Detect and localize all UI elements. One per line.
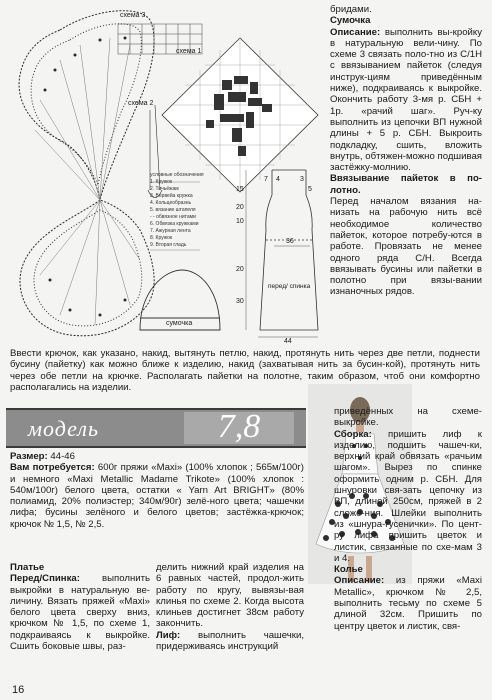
diagram-legend <box>150 172 250 249</box>
model-banner <box>6 408 306 448</box>
wide-paragraph: Ввести крючок, как указано, накид, вытянуть петлю, накид, протянуть нить через две петли, поднести бусину (пайетку) как можно ближе к изделию, накид (захватывая нить за бусин-кой), протянуть нить через обе петли на крючке. Располагать пайетки на полотне, таким образом, чтоб они комфортно располагались на изделии. <box>10 348 480 393</box>
height-30-label: 30 <box>236 298 244 305</box>
necklace-text: из пряжи «Maxi Metallic», крючком № 2,5, выполнить тесьму по схеме 5 длиной 32см. Пришить по центру цветок и листик, свя- <box>334 575 482 632</box>
bag-description-text: выполнить вы-кройку в натуральную вели-чину. По схеме 3 связать поло-тно из С/1Н с ввязыванием пайеток (следуя инструк-циям приведённым ниже), подкраиваясь к выкройке. Окончить работу 3-мя р. СБН + 1р. «рачий шаг». Руч-ку выполнить из цепочки ВП нужной длины + 5 р. СБН. Выкроить подкладку, сшить, вложить внутрь, обтяжен-можно подшивая застёжку-молнию. <box>330 26 482 174</box>
width-44-label: 44 <box>284 338 292 345</box>
assembly-paragraph <box>334 429 482 565</box>
legend-item: 8. Кружок <box>150 235 173 241</box>
schema-3-label: схема 3 <box>120 12 146 19</box>
assembly-label: Сборка: <box>334 428 372 440</box>
schema-2-label: схема 2 <box>128 100 154 107</box>
legend-item: 7. Ажурная лента <box>150 228 191 234</box>
model-word: модель <box>28 416 99 441</box>
height-3-label: 3 <box>300 176 304 183</box>
bag-label: сумочка <box>166 320 193 327</box>
legend-item: 4. Кольцеобразнь <box>150 200 192 206</box>
legend-item: 6. Обвязка кружками <box>150 221 199 227</box>
page-number: 16 <box>12 684 25 696</box>
size-value: 44-46 <box>47 451 75 462</box>
height-4-label: 4 <box>276 176 280 183</box>
sequins-text: Перед началом вязания на-низать на рабочую нить всё необходимое количество пайеток, которое потребу-ются в работе. Провязать не менее одного ряда С/Н. Всегда ввязывать бусины или пайетки в полотно при вязы-вании изнаночных рядов. <box>330 196 482 298</box>
prev-paragraph-end: бридами. <box>330 4 372 15</box>
left-column-bottom <box>10 451 304 530</box>
front-back-text: выполнить выкройки в натуральную ве-личину. Вязать пряжей «Maxi» белого цвета сверху вниз, крючком № 1,5, по схеме 1, подкраиваясь к выкройке. Сшить боковые швы, раз- <box>10 573 150 653</box>
legend-item: 3. Вервейа кружка <box>150 193 193 199</box>
dress-heading: Платье <box>10 562 45 573</box>
front-back-label: перед/ спинка <box>268 283 311 290</box>
size-label: Размер: <box>10 451 48 462</box>
front-back-label-text: Перед/Спинка: <box>10 573 80 585</box>
bra-label: Лиф: <box>156 629 181 641</box>
bag-description <box>330 27 482 174</box>
necklace-label: Описание: <box>334 575 385 587</box>
bra-paragraph <box>156 630 304 653</box>
dress-section <box>10 562 150 652</box>
legend-item: 2. Тичьёжам <box>150 186 179 192</box>
model-number: 7,8 <box>217 408 261 445</box>
right-column-bottom <box>334 406 482 632</box>
bra-text: выполнить чашечки, придерживаясь инструкций <box>156 629 304 653</box>
height-7-label: 7 <box>264 176 268 183</box>
sequins-heading: Ввязывание пайеток в по-лотно. <box>330 173 482 196</box>
height-10-label: 10 <box>236 218 244 225</box>
front-back-paragraph <box>10 573 150 652</box>
height-15-label: 15 <box>236 186 244 193</box>
legend-item: 5. вязание штапеля <box>150 207 196 213</box>
height-5-label: 5 <box>308 186 312 193</box>
schema-1-label: схема 1 <box>176 48 202 55</box>
necklace-paragraph <box>334 575 482 631</box>
height-20-label: 20 <box>236 266 244 273</box>
middle-column <box>156 562 304 652</box>
size-line <box>10 451 304 462</box>
legend-item: 1. Кружок <box>150 179 173 185</box>
legend-item: условные обозначения <box>150 172 204 178</box>
materials <box>10 462 304 530</box>
model-number-box <box>184 408 294 445</box>
right-column-top <box>330 4 482 298</box>
height-20b-label: 20 <box>236 204 244 211</box>
legend-item: 9. Вторая гладь <box>150 242 187 248</box>
materials-text: 600г пряжи «Maxi» (100% хлопок ; 565м/100г) и немного «Maxi Metallic Madame Trikote» (100% хлопок : 540м/100г) белого цвета, остатки « Yarn Art BRIGHT» (80% полиамид, 20% полиэстер; 340м/90г) зелё-ного цвета; чашечки лифа; бусины зелёного и белого цветов; застёжка-крючок; крючок № 1,5, № 2,5. <box>10 462 304 530</box>
bag-description-label: Описание: <box>330 26 381 38</box>
legend-item: - - обвязное нитами <box>150 214 196 220</box>
bag-heading: Сумочка <box>330 15 371 27</box>
assembly-text: пришить лиф к изделию, подшить чашеч-ки, верхний край обвязать «рачьим шагом». Вырез по спинке оформить одним р. СБН. Для шнуровки свя-зать цепочку из ВП, длиной 250см, пряжей в 2 сложе-ния. Шлейки выполнить из «шнура-гусенички». По цент-ру лифа пришить цветок и листик, связанные по схе-мам 3 и 4. <box>334 428 482 564</box>
width-36-label: 36 <box>286 238 294 245</box>
instructions-end: приведённых на схеме-выкройке. <box>334 406 482 429</box>
necklace-heading: Колье <box>334 564 363 576</box>
materials-label: Вам потребуется: <box>10 462 95 474</box>
middle-text: делить нижний край изделия на 6 равных частей, продол-жить работу по кругу, вывязы-вая клинья по схеме 2. Когда высота клиньев достигнет 38см работу закончить. <box>156 562 304 630</box>
